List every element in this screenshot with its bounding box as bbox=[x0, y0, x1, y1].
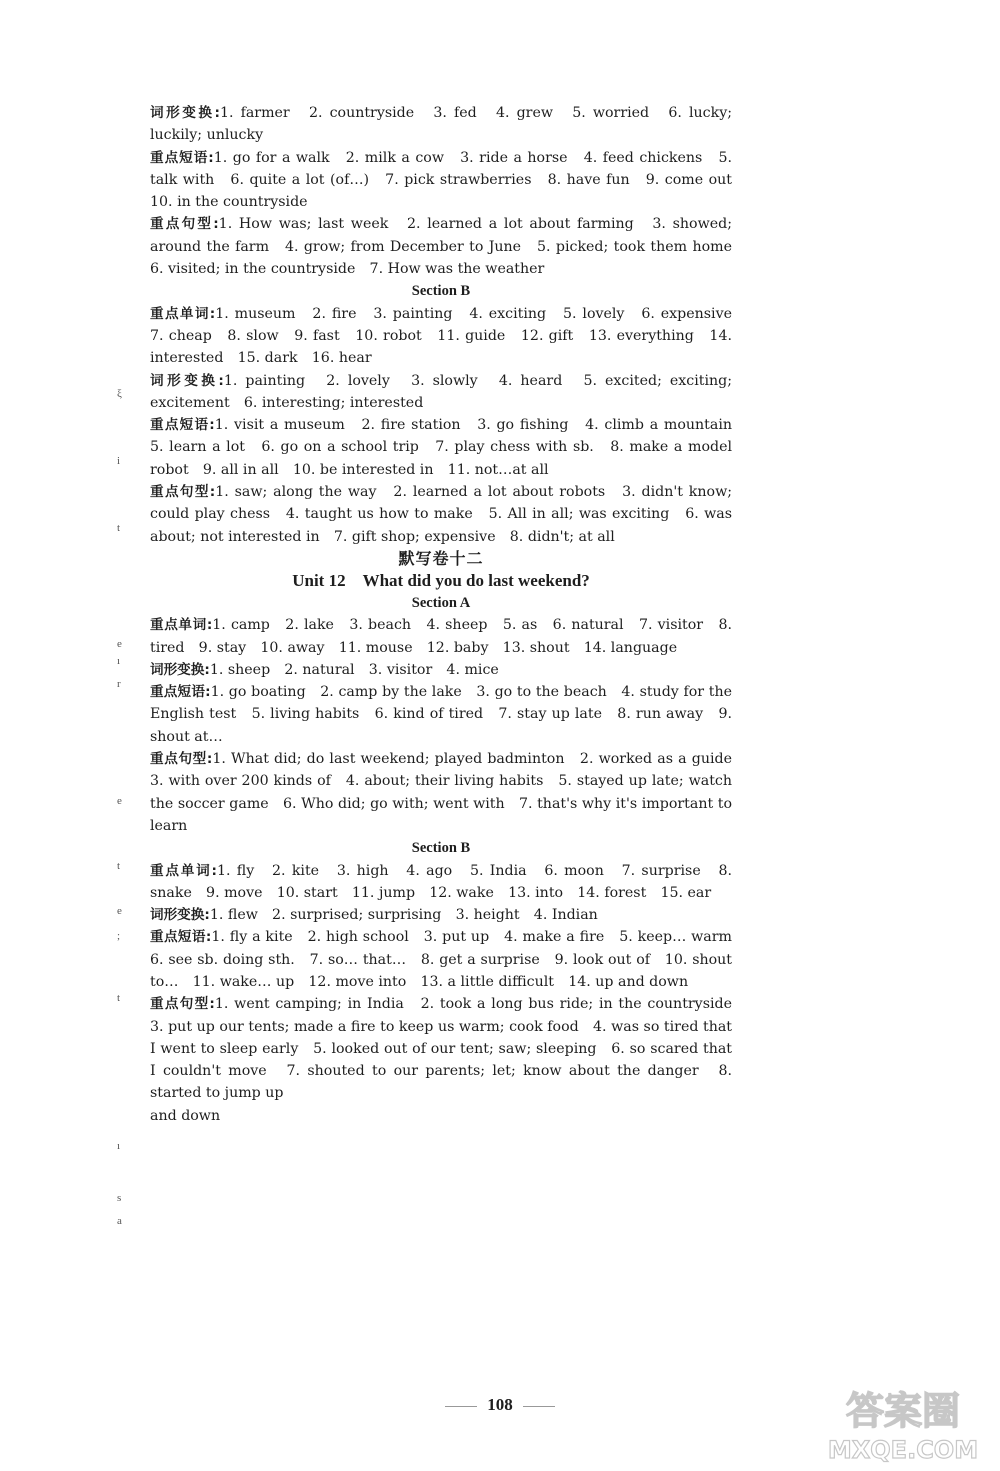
section-heading: Section B bbox=[411, 283, 471, 300]
answer-text: 1. camp 2. lake 3. beach 4. sheep 5. as 6. natural 7. visitor 8. tired 9. stay 10. away 11. mouse 12. baby 13. shout 14. language bbox=[150, 617, 732, 656]
margin-mark: t bbox=[117, 522, 121, 534]
margin-mark: e bbox=[117, 795, 122, 807]
answer-paragraph bbox=[150, 926, 747, 993]
answer-paragraph bbox=[150, 102, 732, 147]
margin-mark: a bbox=[117, 1215, 122, 1227]
category-label: 重点单词: bbox=[150, 305, 216, 322]
watermark-logo bbox=[818, 1380, 988, 1466]
answer-paragraph bbox=[150, 147, 747, 214]
answer-paragraph bbox=[150, 748, 747, 837]
right-dash bbox=[523, 1406, 555, 1407]
margin-mark: t bbox=[117, 860, 121, 872]
category-label: 重点句型: bbox=[150, 484, 216, 501]
category-label: 重点短语: bbox=[150, 684, 211, 701]
category-label: 词形变换: bbox=[150, 372, 224, 389]
category-label: 重点单词: bbox=[150, 862, 217, 879]
answer-paragraph bbox=[150, 681, 732, 748]
answer-paragraph bbox=[150, 213, 747, 280]
answer-text: 1. go for a walk 2. milk a cow 3. ride a horse 4. feed chickens 5. talk with 6. quite a lot (of…) 7. pick strawberries 8. have fun 9. come out 10. in the countryside bbox=[150, 149, 747, 211]
answer-text: 1. sheep 2. natural 3. visitor 4. mice bbox=[209, 661, 499, 678]
answer-paragraph bbox=[150, 993, 747, 1104]
category-label: 词形变换: bbox=[150, 105, 220, 121]
answer-text: 1. fly a kite 2. high school 3. put up 4. make a fire 5. keep… warm 6. see sb. doing sth. 7. so… that… 8. get a surprise 9. look out of 10. shout to… 11. wake… up 12. move into 13. a little difficult 14. up and down bbox=[150, 929, 747, 990]
category-label: 重点句型: bbox=[150, 996, 215, 1013]
answer-content bbox=[150, 102, 747, 1127]
margin-mark: s bbox=[117, 1192, 122, 1204]
answer-text: 1. painting 2. lovely 3. slowly 4. heard 5. excited; exciting; excitement 6. interesting; interested bbox=[150, 372, 733, 411]
margin-mark: ξ bbox=[117, 388, 122, 400]
answer-text: 1. What did; do last weekend; played badminton 2. worked as a guide 3. with over 200 kinds of 4. about; their living habits 5. stayed up late; watch the soccer game 6. Who did; go with; went with 7. that's why it's important to learn bbox=[150, 751, 747, 834]
answer-paragraph bbox=[150, 614, 732, 659]
margin-mark: ; bbox=[117, 930, 121, 942]
margin-mark: ı bbox=[117, 1140, 121, 1152]
margin-mark: r bbox=[117, 678, 121, 690]
category-label: 重点单词: bbox=[150, 617, 213, 634]
answer-line: and down bbox=[150, 1107, 221, 1124]
unit-title: Unit 12 What did you do last weekend? bbox=[292, 570, 590, 590]
margin-mark: ı bbox=[117, 655, 121, 667]
quiz-title: 默写卷十二 bbox=[398, 548, 484, 568]
answer-paragraph bbox=[150, 370, 732, 415]
category-label: 词形变换: bbox=[150, 661, 210, 678]
answer-text: 1. saw; along the way 2. learned a lot about robots 3. didn't know; could play chess 4. taught us how to make 5. All in all; was exciting 6. was about; not interested in 7. gift shop; expensive 8. didn't; at all bbox=[150, 484, 732, 545]
answer-text: 1. go boating 2. camp by the lake 3. go to the beach 4. study for the English test 5. living habits 6. kind of tired 7. stay up late 8. run away 9. shout at… bbox=[150, 684, 732, 745]
watermark-title: 答案圈 bbox=[845, 1389, 961, 1433]
category-label: 重点短语: bbox=[150, 417, 215, 434]
answer-text: 1. fly 2. kite 3. high 4. ago 5. India 6. moon 7. surprise 8. snake 9. move 10. start 11. jump 12. wake 13. into 14. forest 15. ear bbox=[150, 862, 733, 901]
answer-paragraph bbox=[150, 659, 732, 681]
answer-paragraph bbox=[150, 303, 747, 370]
answer-text: 1. went camping; in India 2. took a long bus ride; in the countryside 3. put up our tents; made a fire to keep us warm; cook food 4. was so tired that I went to sleep early 5. looked out of our tent; saw; sleeping 6. so scared that I couldn't move 7. shouted to our parents; let; know about the danger 8. started to jump up bbox=[150, 996, 747, 1102]
answer-text: 1. How was; last week 2. learned a lot about farming 3. showed; around the farm 4. grow; from December to June 5. picked; took them home 6. visited; in the countryside 7. How was the weather bbox=[150, 216, 747, 278]
page-number-text: 108 bbox=[487, 1395, 513, 1414]
category-label: 重点短语: bbox=[150, 929, 212, 946]
category-label: 词形变换: bbox=[150, 907, 210, 924]
answer-paragraph bbox=[150, 481, 732, 548]
category-label: 重点短语: bbox=[150, 149, 214, 166]
watermark-svg bbox=[818, 1380, 988, 1466]
answer-paragraph bbox=[150, 414, 747, 481]
section-heading: Section B bbox=[411, 840, 471, 857]
answer-text: 1. visit a museum 2. fire station 3. go fishing 4. climb a mountain 5. learn a lot 6. go on a school trip 7. play chess with sb. 8. make a model robot 9. all in all 10. be interested in 11. not…at all bbox=[150, 417, 747, 478]
section-heading: Section A bbox=[411, 594, 471, 611]
category-label: 重点句型: bbox=[150, 751, 213, 768]
left-dash bbox=[445, 1406, 477, 1407]
answer-text: 1. museum 2. fire 3. painting 4. exciting 5. lovely 6. expensive 7. cheap 8. slow 9. fast 10. robot 11. guide 12. gift 13. everything 14. interested 15. dark 16. hear bbox=[150, 305, 747, 367]
watermark-url: MXQE.COM bbox=[827, 1436, 979, 1464]
answer-text: 1. flew 2. surprised; surprising 3. height 4. Indian bbox=[209, 907, 598, 924]
answer-text: 1. farmer 2. countryside 3. fed 4. grew 5. worried 6. lucky; luckily; unlucky bbox=[150, 105, 733, 144]
margin-mark: i bbox=[117, 455, 121, 467]
margin-mark: e bbox=[117, 638, 122, 650]
margin-mark: t bbox=[117, 992, 121, 1004]
margin-mark: e bbox=[117, 905, 122, 917]
answer-paragraph bbox=[150, 860, 732, 905]
category-label: 重点句型: bbox=[150, 216, 219, 233]
answer-paragraph bbox=[150, 904, 732, 926]
